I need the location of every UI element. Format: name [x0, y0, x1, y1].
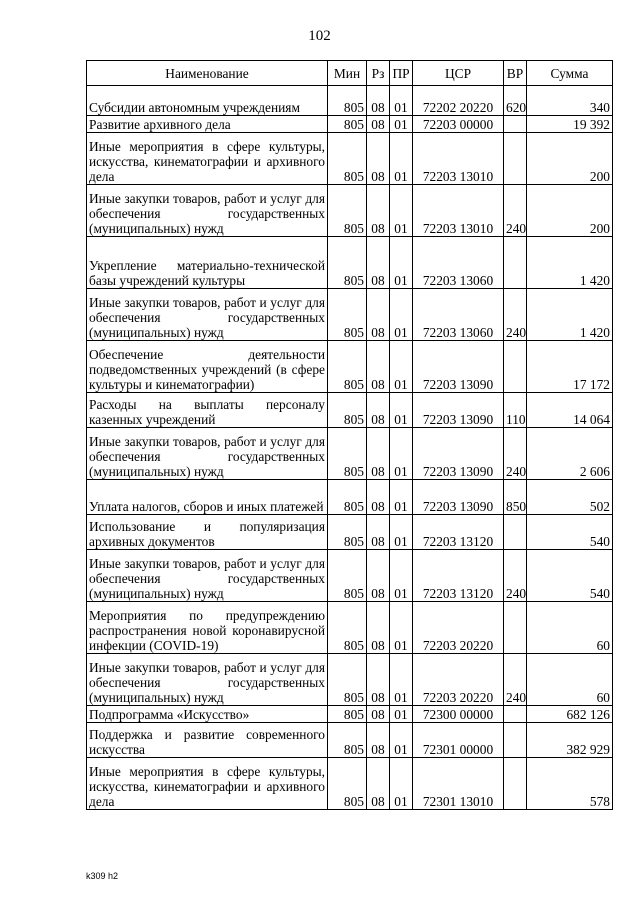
cell-vr	[504, 341, 527, 393]
cell-vr: 240	[504, 289, 527, 341]
cell-rz: 08	[367, 341, 390, 393]
table-row	[87, 428, 613, 480]
cell-vr: 850	[504, 480, 527, 515]
cell-csr: 72203 13060	[413, 289, 504, 341]
cell-rz: 08	[367, 602, 390, 654]
cell-vr: 240	[504, 428, 527, 480]
table-row	[87, 237, 613, 289]
header-csr: ЦСР	[413, 61, 504, 86]
table-row	[87, 116, 613, 133]
cell-csr: 72203 13120	[413, 550, 504, 602]
cell-csr: 72203 13090	[413, 341, 504, 393]
cell-min: 805	[328, 341, 367, 393]
table-row	[87, 341, 613, 393]
cell-sum: 2 606	[527, 428, 613, 480]
cell-sum: 578	[527, 758, 613, 810]
cell-name: Иные закупки товаров, работ и услуг для обеспечения государственных (муниципальных) нужд	[87, 654, 328, 706]
cell-vr: 240	[504, 550, 527, 602]
cell-sum: 682 126	[527, 706, 613, 723]
cell-min: 805	[328, 758, 367, 810]
cell-name: Укрепление материально-технической базы учреждений культуры	[87, 237, 328, 289]
cell-rz: 08	[367, 550, 390, 602]
cell-pr: 01	[390, 393, 413, 428]
cell-min: 805	[328, 237, 367, 289]
cell-vr	[504, 237, 527, 289]
cell-rz: 08	[367, 428, 390, 480]
cell-name: Иные закупки товаров, работ и услуг для обеспечения государственных (муниципальных) нужд	[87, 428, 328, 480]
cell-pr: 01	[390, 480, 413, 515]
cell-sum: 14 064	[527, 393, 613, 428]
cell-csr: 72203 13060	[413, 237, 504, 289]
cell-vr	[504, 758, 527, 810]
cell-sum: 540	[527, 515, 613, 550]
cell-pr: 01	[390, 515, 413, 550]
header-vr: ВР	[504, 61, 527, 86]
cell-min: 805	[328, 654, 367, 706]
table-row	[87, 515, 613, 550]
cell-pr: 01	[390, 133, 413, 185]
footer-code: k309 h2	[86, 871, 119, 881]
cell-vr	[504, 723, 527, 758]
cell-name: Субсидии автономным учреждениям	[87, 86, 328, 116]
cell-csr: 72203 13090	[413, 393, 504, 428]
cell-sum: 540	[527, 550, 613, 602]
cell-vr: 110	[504, 393, 527, 428]
cell-name: Мероприятия по предупреждению распространения новой коронавирусной инфекции (COVID-19)	[87, 602, 328, 654]
cell-min: 805	[328, 116, 367, 133]
table-row	[87, 133, 613, 185]
cell-pr: 01	[390, 758, 413, 810]
cell-name: Развитие архивного дела	[87, 116, 328, 133]
table-row	[87, 706, 613, 723]
cell-sum: 1 420	[527, 289, 613, 341]
cell-sum: 200	[527, 185, 613, 237]
cell-min: 805	[328, 393, 367, 428]
cell-vr	[504, 116, 527, 133]
cell-csr: 72301 13010	[413, 758, 504, 810]
table-row	[87, 185, 613, 237]
cell-sum: 1 420	[527, 237, 613, 289]
table-row	[87, 723, 613, 758]
cell-pr: 01	[390, 602, 413, 654]
cell-vr	[504, 706, 527, 723]
cell-rz: 08	[367, 706, 390, 723]
cell-name: Подпрограмма «Искусство»	[87, 706, 328, 723]
cell-min: 805	[328, 480, 367, 515]
cell-min: 805	[328, 86, 367, 116]
cell-rz: 08	[367, 515, 390, 550]
header-sum: Сумма	[527, 61, 613, 86]
cell-rz: 08	[367, 393, 390, 428]
cell-csr: 72203 13010	[413, 185, 504, 237]
cell-sum: 60	[527, 602, 613, 654]
cell-csr: 72203 20220	[413, 602, 504, 654]
cell-sum: 340	[527, 86, 613, 116]
cell-name: Использование и популяризация архивных документов	[87, 515, 328, 550]
cell-rz: 08	[367, 116, 390, 133]
table-row	[87, 758, 613, 810]
cell-pr: 01	[390, 428, 413, 480]
cell-pr: 01	[390, 550, 413, 602]
cell-min: 805	[328, 185, 367, 237]
table-row	[87, 602, 613, 654]
budget-table	[86, 60, 613, 810]
cell-rz: 08	[367, 480, 390, 515]
cell-min: 805	[328, 289, 367, 341]
cell-csr: 72203 13090	[413, 428, 504, 480]
cell-pr: 01	[390, 723, 413, 758]
cell-name: Иные мероприятия в сфере культуры, искусства, кинематографии и архивного дела	[87, 758, 328, 810]
cell-pr: 01	[390, 86, 413, 116]
cell-sum: 60	[527, 654, 613, 706]
table-row	[87, 654, 613, 706]
cell-sum: 19 392	[527, 116, 613, 133]
table-row	[87, 393, 613, 428]
cell-rz: 08	[367, 86, 390, 116]
cell-csr: 72300 00000	[413, 706, 504, 723]
cell-name: Расходы на выплаты персоналу казенных учреждений	[87, 393, 328, 428]
header-min: Мин	[328, 61, 367, 86]
cell-rz: 08	[367, 133, 390, 185]
cell-pr: 01	[390, 654, 413, 706]
cell-sum: 382 929	[527, 723, 613, 758]
header-name: Наименование	[87, 61, 328, 86]
cell-csr: 72203 13090	[413, 480, 504, 515]
cell-csr: 72203 20220	[413, 654, 504, 706]
cell-csr: 72203 13120	[413, 515, 504, 550]
cell-pr: 01	[390, 289, 413, 341]
cell-min: 805	[328, 133, 367, 185]
cell-vr: 240	[504, 654, 527, 706]
cell-csr: 72203 00000	[413, 116, 504, 133]
cell-rz: 08	[367, 237, 390, 289]
cell-name: Обеспечение деятельности подведомственных учреждений (в сфере культуры и кинематографии)	[87, 341, 328, 393]
cell-rz: 08	[367, 758, 390, 810]
cell-name: Иные закупки товаров, работ и услуг для обеспечения государственных (муниципальных) нужд	[87, 550, 328, 602]
cell-sum: 200	[527, 133, 613, 185]
cell-vr	[504, 515, 527, 550]
cell-pr: 01	[390, 185, 413, 237]
cell-name: Иные мероприятия в сфере культуры, искусства, кинематографии и архивного дела	[87, 133, 328, 185]
cell-min: 805	[328, 428, 367, 480]
cell-name: Иные закупки товаров, работ и услуг для обеспечения государственных (муниципальных) нужд	[87, 289, 328, 341]
table-row	[87, 86, 613, 116]
table-row	[87, 550, 613, 602]
cell-rz: 08	[367, 654, 390, 706]
cell-vr: 240	[504, 185, 527, 237]
cell-pr: 01	[390, 116, 413, 133]
cell-pr: 01	[390, 341, 413, 393]
cell-pr: 01	[390, 237, 413, 289]
cell-csr: 72202 20220	[413, 86, 504, 116]
cell-vr: 620	[504, 86, 527, 116]
cell-min: 805	[328, 550, 367, 602]
cell-min: 805	[328, 723, 367, 758]
header-rz: Рз	[367, 61, 390, 86]
cell-sum: 17 172	[527, 341, 613, 393]
cell-csr: 72203 13010	[413, 133, 504, 185]
cell-name: Поддержка и развитие современного искусства	[87, 723, 328, 758]
cell-pr: 01	[390, 706, 413, 723]
cell-name: Иные закупки товаров, работ и услуг для обеспечения государственных (муниципальных) нужд	[87, 185, 328, 237]
cell-min: 805	[328, 706, 367, 723]
cell-rz: 08	[367, 289, 390, 341]
cell-vr	[504, 602, 527, 654]
cell-csr: 72301 00000	[413, 723, 504, 758]
cell-sum: 502	[527, 480, 613, 515]
table-row	[87, 289, 613, 341]
table-header-row	[87, 61, 613, 86]
page-number: 102	[308, 28, 331, 44]
cell-name: Уплата налогов, сборов и иных платежей	[87, 480, 328, 515]
header-pr: ПР	[390, 61, 413, 86]
cell-rz: 08	[367, 185, 390, 237]
cell-min: 805	[328, 602, 367, 654]
cell-rz: 08	[367, 723, 390, 758]
table-row	[87, 480, 613, 515]
cell-vr	[504, 133, 527, 185]
cell-min: 805	[328, 515, 367, 550]
